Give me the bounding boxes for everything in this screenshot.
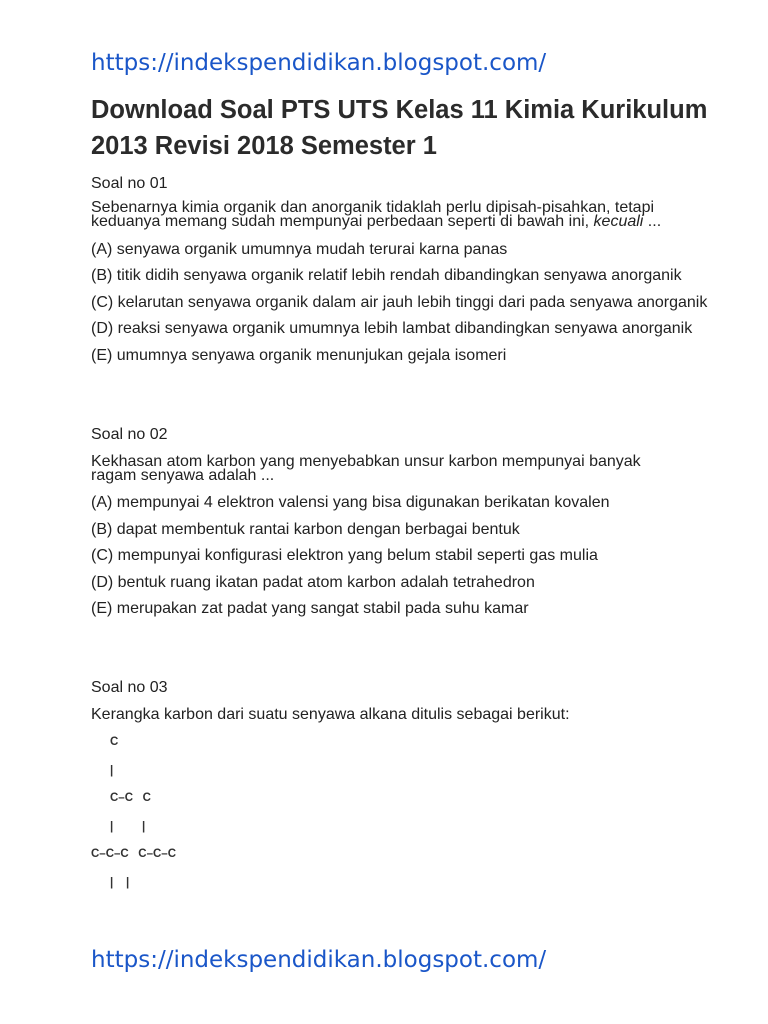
question-1-option-b: (B) titik didih senyawa organik relatif lebih rendah dibandingkan senyawa anorganik	[91, 267, 682, 284]
question-1-text-tail: ...	[643, 213, 662, 230]
question-1-label: Soal no 01	[91, 175, 168, 192]
question-1-text-italic: kecuali	[593, 213, 644, 230]
question-1-option-c: (C) kelarutan senyawa organik dalam air jauh lebih tinggi dari pada senyawa anorganik	[91, 294, 708, 311]
question-2-option-b: (B) dapat membentuk rantai karbon dengan berbagai bentuk	[91, 521, 520, 538]
question-1-option-d: (D) reaksi senyawa organik umumnya lebih lambat dibandingkan senyawa anorganik	[91, 320, 693, 337]
question-2-option-e: (E) merupakan zat padat yang sangat stabil pada suhu kamar	[91, 600, 529, 617]
question-2-option-a: (A) mempunyai 4 elektron valensi yang bisa digunakan berikatan kovalen	[91, 494, 610, 511]
structure-line: | |	[110, 877, 130, 889]
question-2-label: Soal no 02	[91, 426, 168, 443]
question-2-text: Kekhasan atom karbon yang menyebabkan unsur karbon mempunyai banyak ragam senyawa adalah ...	[91, 453, 641, 484]
question-3-label: Soal no 03	[91, 679, 168, 696]
document-title: Download Soal PTS UTS Kelas 11 Kimia Kurikulum 2013 Revisi 2018 Semester 1	[91, 96, 708, 160]
question-1-text	[91, 201, 671, 229]
footer-url-link[interactable]: https://indekspendidikan.blogspot.com/	[91, 947, 547, 973]
structure-line: C–C C	[110, 792, 151, 804]
structure-line: | |	[110, 821, 146, 833]
question-1-option-e: (E) umumnya senyawa organik menunjukan gejala isomeri	[91, 347, 507, 364]
header-url-link[interactable]: https://indekspendidikan.blogspot.com/	[91, 50, 547, 76]
structure-line: C	[110, 736, 119, 748]
structure-line: C–C–C C–C–C	[91, 848, 176, 860]
question-3-text: Kerangka karbon dari suatu senyawa alkana ditulis sebagai berikut:	[91, 706, 570, 723]
question-1-text-main: Sebenarnya kimia organik dan anorganik tidaklah perlu dipisah-pisahkan, tetapi keduanya memang sudah mempunyai perbedaan seperti di bawah ini,	[91, 199, 655, 230]
question-2-option-c: (C) mempunyai konfigurasi elektron yang belum stabil seperti gas mulia	[91, 547, 598, 564]
question-1-option-a: (A) senyawa organik umumnya mudah terurai karna panas	[91, 241, 508, 258]
question-2-option-d: (D) bentuk ruang ikatan padat atom karbon adalah tetrahedron	[91, 574, 535, 591]
structure-line: |	[110, 765, 114, 777]
